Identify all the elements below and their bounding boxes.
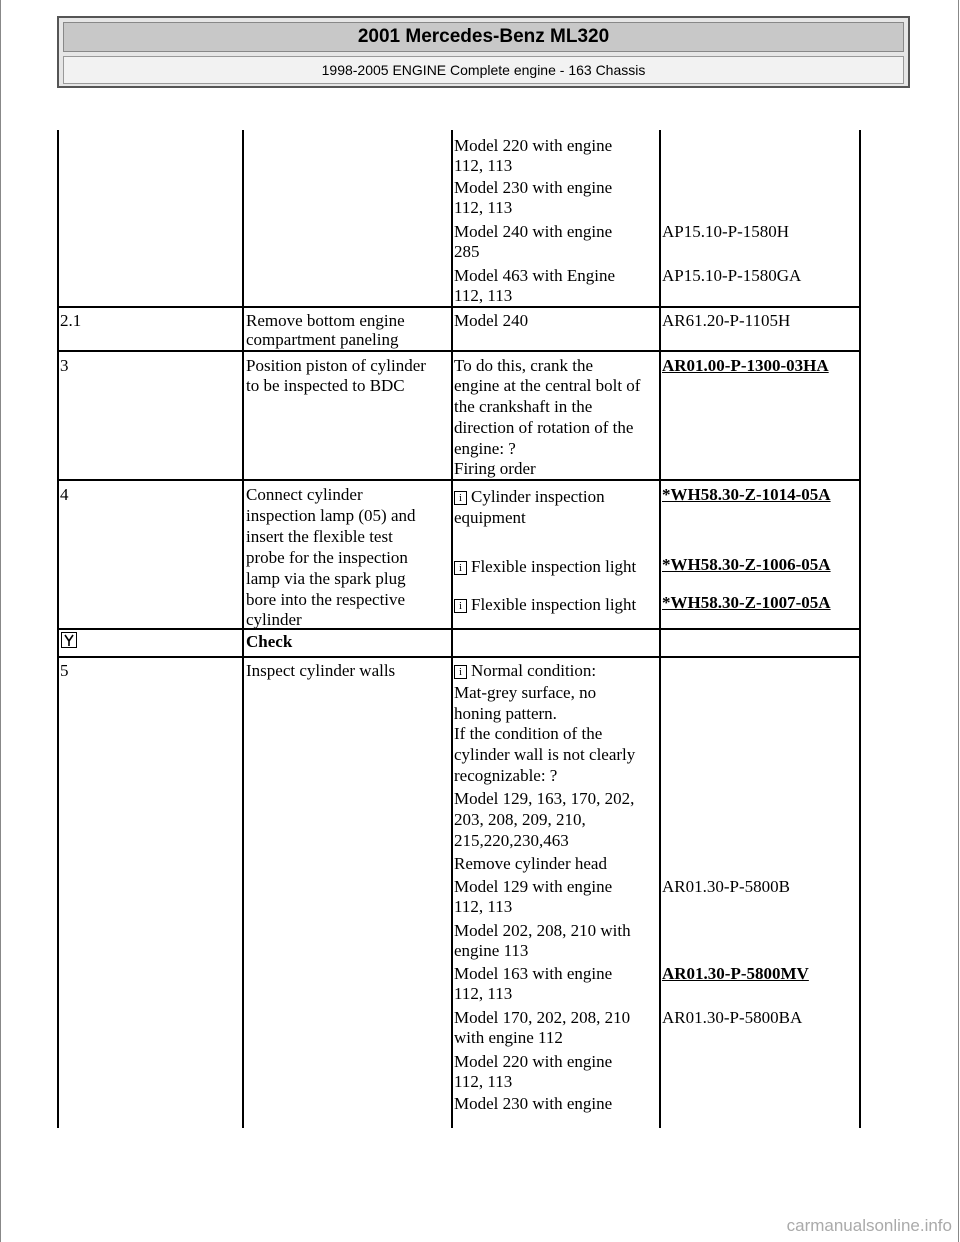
reference-link[interactable]: *WH58.30-Z-1007-05A: [662, 593, 831, 612]
note-line: Model 463 with Engine: [454, 266, 616, 285]
reference: AR01.30-P-5800B: [662, 877, 790, 896]
operation-line: to be inspected to BDC: [246, 376, 405, 395]
note-line: engine 113: [454, 941, 529, 960]
note-line: Model 240: [454, 311, 529, 330]
note-line: 285: [454, 242, 480, 261]
reference-link[interactable]: *WH58.30-Z-1006-05A: [662, 555, 831, 574]
note-line: Mat-grey surface, no: [454, 683, 597, 702]
note-line: Model 170, 202, 208, 210: [454, 1008, 631, 1027]
note-line: Model 240 with engine: [454, 222, 613, 241]
reference-link[interactable]: *WH58.30-Z-1014-05A: [662, 485, 831, 504]
document-title: 2001 Mercedes-Benz ML320: [63, 22, 904, 52]
note-line: recognizable: ?: [454, 766, 558, 785]
note-line: Model 202, 208, 210 with: [454, 921, 631, 940]
reference: AR01.30-P-5800BA: [662, 1008, 803, 1027]
note-line: Remove cylinder head: [454, 854, 607, 873]
note-line: 112, 113: [454, 156, 513, 175]
operation-line: Remove bottom engine: [246, 311, 405, 330]
note-line: honing pattern.: [454, 704, 557, 723]
note-line: [454, 487, 605, 507]
operation-line: Inspect cylinder walls: [246, 661, 396, 680]
note-line: 112, 113: [454, 286, 513, 305]
note-line: To do this, crank the: [454, 356, 594, 375]
note-line: Model 129, 163, 170, 202,: [454, 789, 635, 808]
operation-line: cylinder: [246, 610, 302, 629]
operation-line: compartment paneling: [246, 330, 399, 349]
step-number: 5: [60, 661, 69, 680]
note-line: engine: ?: [454, 439, 516, 458]
operation-line: probe for the inspection: [246, 548, 408, 567]
reference: AR61.20-P-1105H: [662, 311, 791, 330]
note-line: direction of rotation of the: [454, 418, 634, 437]
info-icon[interactable]: i: [454, 665, 467, 679]
note-line: [454, 661, 596, 681]
step-number: 4: [60, 485, 69, 504]
reference-link[interactable]: AR01.30-P-5800MV: [662, 964, 809, 983]
note-text: Cylinder inspection: [471, 487, 605, 506]
note-line: Model 220 with engine: [454, 1052, 613, 1071]
note-line: 112, 113: [454, 1072, 513, 1091]
note-line: cylinder wall is not clearly: [454, 745, 636, 764]
row-divider: [57, 656, 861, 658]
note-line: [454, 595, 636, 615]
row-divider: [57, 350, 861, 352]
reference-link[interactable]: AR01.00-P-1300-03HA: [662, 356, 829, 375]
section-heading: Check: [246, 632, 293, 651]
document-header: [57, 16, 910, 88]
operation-line: Connect cylinder: [246, 485, 363, 504]
note-line: 215,220,230,463: [454, 831, 569, 850]
step-number: 3: [60, 356, 69, 375]
watermark: carmanualsonline.info: [786, 1216, 952, 1235]
note-line: If the condition of the: [454, 724, 603, 743]
operation-line: insert the flexible test: [246, 527, 393, 546]
note-line: Model 163 with engine: [454, 964, 613, 983]
note-line: [454, 557, 636, 577]
check-icon: [61, 632, 77, 648]
reference: AP15.10-P-1580GA: [662, 266, 802, 285]
page-left-border: [0, 0, 1, 1242]
note-line: Model 230 with engine: [454, 1094, 613, 1113]
row-divider: [57, 628, 861, 630]
reference: AP15.10-P-1580H: [662, 222, 790, 241]
note-line: the crankshaft in the: [454, 397, 593, 416]
note-line: Firing order: [454, 459, 536, 478]
note-line: Model 129 with engine: [454, 877, 613, 896]
note-line: 203, 208, 209, 210,: [454, 810, 586, 829]
row-divider: [57, 306, 861, 308]
note-text: Normal condition:: [471, 661, 597, 680]
note-line: engine at the central bolt of: [454, 376, 641, 395]
note-text: Flexible inspection light: [471, 595, 637, 614]
info-icon[interactable]: i: [454, 561, 467, 575]
note-line: equipment: [454, 508, 526, 527]
note-line: Model 230 with engine: [454, 178, 613, 197]
document-subtitle: 1998-2005 ENGINE Complete engine - 163 Chassis: [63, 56, 904, 84]
row-divider: [57, 479, 861, 481]
operation-line: inspection lamp (05) and: [246, 506, 416, 525]
note-line: 112, 113: [454, 198, 513, 217]
operation-line: bore into the respective: [246, 590, 406, 609]
page-right-border: [958, 0, 959, 1242]
step-number: 2.1: [60, 311, 82, 330]
note-text: Flexible inspection light: [471, 557, 637, 576]
operation-line: lamp via the spark plug: [246, 569, 406, 588]
operation-line: Position piston of cylinder: [246, 356, 426, 375]
note-line: 112, 113: [454, 984, 513, 1003]
info-icon[interactable]: i: [454, 491, 467, 505]
note-line: with engine 112: [454, 1028, 563, 1047]
info-icon[interactable]: i: [454, 599, 467, 613]
note-line: 112, 113: [454, 897, 513, 916]
note-line: Model 220 with engine: [454, 136, 613, 155]
